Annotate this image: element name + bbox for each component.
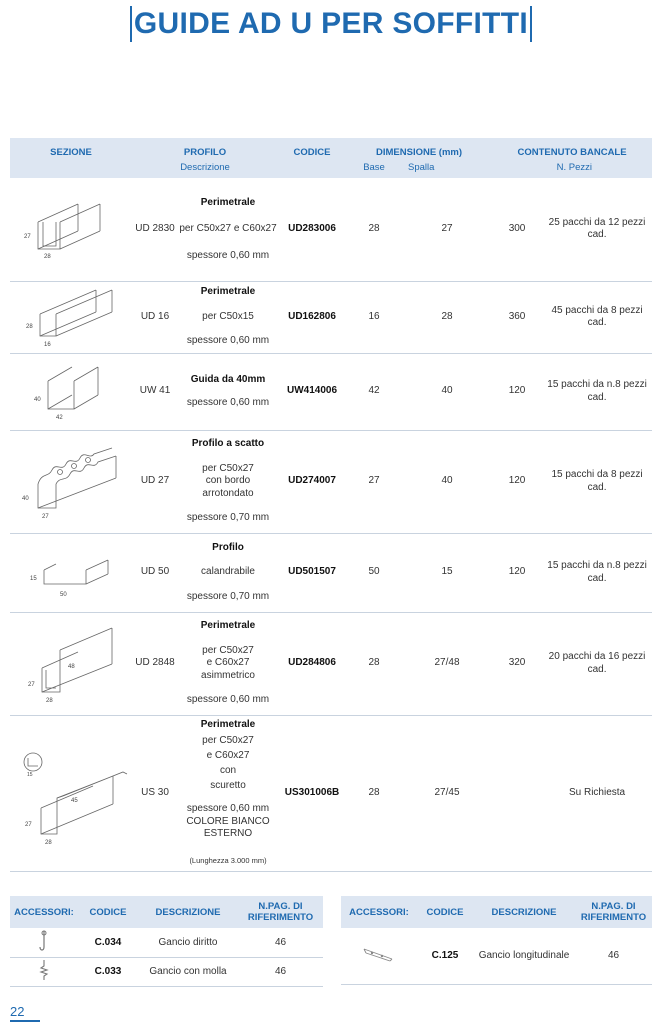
acc-col-desc: DESCRIZIONE <box>138 896 238 928</box>
base-cell: 28 <box>346 178 402 281</box>
profile-sketch <box>10 430 132 533</box>
desc-cell <box>178 281 278 353</box>
profilo-cell: UD 2830 <box>132 178 178 281</box>
spalla-cell: 28 <box>402 281 492 353</box>
acc-code: C.034 <box>78 928 138 957</box>
dim-label: 42 <box>56 414 63 421</box>
pack-cell: 45 pacchi da 8 pezzi cad. <box>542 281 652 353</box>
desc-thickness: spessore 0,60 mm <box>186 335 270 347</box>
pack-cell: Su Richiesta <box>542 715 652 871</box>
pezzi-cell: 320 <box>492 612 542 715</box>
col-contenuto: CONTENUTO BANCALE <box>492 138 652 160</box>
acc-col-code: CODICE <box>417 896 473 928</box>
col-base: Base <box>346 160 402 178</box>
pezzi-cell: 300 <box>492 178 542 281</box>
desc-text: per C50x27 e C60x27 <box>179 223 277 234</box>
desc-text: per C50x27 con bordo arrotondato <box>202 462 254 499</box>
table-row <box>10 430 652 533</box>
dim-label: 16 <box>44 342 51 348</box>
page-number: 22 <box>10 1004 25 1019</box>
acc-col-acc: ACCESSORI: <box>10 896 78 928</box>
col-spalla: Spalla <box>402 160 492 178</box>
dim-label: 27 <box>42 513 49 520</box>
base-cell: 28 <box>346 612 402 715</box>
dim-label: 28 <box>26 324 33 330</box>
spring-hook-icon <box>10 957 78 986</box>
dim-label: 28 <box>46 697 53 704</box>
length-note: (Lunghezza 3.000 mm) <box>189 855 267 865</box>
header-row-2 <box>10 160 652 178</box>
col-codice: CODICE <box>278 138 346 160</box>
acc-page: 46 <box>238 928 323 957</box>
profilo-cell: UD 27 <box>132 430 178 533</box>
acc-desc: Gancio diritto <box>138 928 238 957</box>
pezzi-cell: 120 <box>492 430 542 533</box>
dim-label: 15 <box>30 575 37 582</box>
code-cell: UD283006 <box>278 178 346 281</box>
desc-title: Perimetrale <box>200 718 256 730</box>
pack-cell: 25 pacchi da 12 pezzi cad. <box>542 178 652 281</box>
desc-title: Perimetrale <box>200 620 256 632</box>
accessories-table-right <box>341 896 652 985</box>
desc-thickness: spessore 0,60 mm <box>186 694 270 706</box>
code-cell: US301006B <box>278 715 346 871</box>
pack-cell: 15 pacchi da n.8 pezzi cad. <box>542 533 652 612</box>
dim-label: 28 <box>45 840 52 846</box>
table-row <box>10 612 652 715</box>
pezzi-cell <box>492 715 542 871</box>
desc-cell <box>178 178 278 281</box>
acc-header-row <box>10 896 323 928</box>
base-cell: 27 <box>346 430 402 533</box>
table-row <box>10 178 652 281</box>
col-profilo: PROFILO <box>132 138 278 160</box>
desc-title: Perimetrale <box>200 286 256 298</box>
acc-col-desc: DESCRIZIONE <box>473 896 575 928</box>
desc-thickness: spessore 0,60 mm <box>186 396 270 408</box>
accessories-table-left <box>10 896 323 987</box>
acc-desc: Gancio longitudinale <box>473 928 575 984</box>
desc-text: per C50x27 e C60x27 con scuretto <box>202 735 254 792</box>
profile-sketch <box>10 715 132 871</box>
table-row <box>10 928 323 957</box>
dim-label: 28 <box>44 254 51 261</box>
products-table <box>10 138 652 872</box>
profilo-cell: US 30 <box>132 715 178 871</box>
pezzi-cell: 120 <box>492 533 542 612</box>
profile-sketch <box>10 281 132 353</box>
spalla-cell: 27 <box>402 178 492 281</box>
desc-cell <box>178 430 278 533</box>
header-row-1 <box>10 138 652 160</box>
profile-sketch <box>10 178 132 281</box>
col-descrizione: Descrizione <box>132 160 278 178</box>
code-cell: UD274007 <box>278 430 346 533</box>
dim-label: 40 <box>22 495 29 502</box>
dim-label: 40 <box>34 396 41 403</box>
profilo-cell: UD 50 <box>132 533 178 612</box>
acc-page: 46 <box>238 957 323 986</box>
asym-profile-icon <box>16 624 126 704</box>
desc-thickness: spessore 0,70 mm <box>186 512 270 524</box>
profilo-cell: UD 2848 <box>132 612 178 715</box>
desc-title: Perimetrale <box>200 196 256 208</box>
title-frame <box>130 6 532 42</box>
profile-sketch <box>10 612 132 715</box>
page-title: GUIDE AD U PER SOFFITTI <box>133 7 529 40</box>
acc-code: C.033 <box>78 957 138 986</box>
base-cell: 50 <box>346 533 402 612</box>
dim-label: 27 <box>24 234 31 241</box>
base-cell: 16 <box>346 281 402 353</box>
col-sezione: SEZIONE <box>10 138 132 160</box>
acc-header-row <box>341 896 652 928</box>
acc-col-page: N.PAG. DI RIFERIMENTO <box>575 896 652 928</box>
desc-title: Profilo a scatto <box>191 438 265 450</box>
dim-label: 27 <box>25 822 32 828</box>
code-cell: UD162806 <box>278 281 346 353</box>
desc-thickness: spessore 0,60 mm COLORE BIANCO ESTERNO <box>186 803 270 840</box>
longitudinal-hook-icon <box>341 928 417 984</box>
page-number-underline <box>10 1020 40 1022</box>
profilo-cell: UW 41 <box>132 353 178 430</box>
dim-label: 15 <box>27 772 33 778</box>
ud-profile-icon <box>16 194 126 264</box>
pezzi-cell: 360 <box>492 281 542 353</box>
base-cell: 42 <box>346 353 402 430</box>
col-dimensione: DIMENSIONE (mm) <box>346 138 492 160</box>
dim-label: 50 <box>60 591 67 598</box>
desc-cell <box>178 533 278 612</box>
table-row <box>10 281 652 353</box>
acc-col-code: CODICE <box>78 896 138 928</box>
ud-profile-icon <box>16 284 126 350</box>
code-cell: UW414006 <box>278 353 346 430</box>
dim-label: 48 <box>68 663 75 670</box>
desc-text: per C50x27 e C60x27 asimmetrico <box>201 644 255 681</box>
table-row <box>10 957 323 986</box>
hook-icon <box>10 928 78 957</box>
spalla-cell: 40 <box>402 430 492 533</box>
desc-cell <box>178 715 278 871</box>
spalla-cell: 27/48 <box>402 612 492 715</box>
acc-desc: Gancio con molla <box>138 957 238 986</box>
uw-profile-icon <box>16 359 126 425</box>
desc-cell <box>178 612 278 715</box>
desc-title: Guida da 40mm <box>190 374 266 385</box>
col-pezzi: N. Pezzi <box>492 160 652 178</box>
scuretto-profile-icon <box>13 738 129 848</box>
profile-sketch <box>10 353 132 430</box>
code-cell: UD501507 <box>278 533 346 612</box>
spalla-cell: 40 <box>402 353 492 430</box>
ud50-profile-icon <box>16 540 126 606</box>
pack-cell: 20 pacchi da 16 pezzi cad. <box>542 612 652 715</box>
profile-sketch <box>10 533 132 612</box>
dim-label: 45 <box>71 798 78 804</box>
snap-profile-icon <box>16 442 126 522</box>
pezzi-cell: 120 <box>492 353 542 430</box>
profilo-cell: UD 16 <box>132 281 178 353</box>
desc-thickness: spessore 0,60 mm <box>186 249 270 261</box>
table-row <box>10 533 652 612</box>
dim-label: 27 <box>28 681 35 688</box>
desc-cell <box>178 353 278 430</box>
desc-text: calandrabile <box>201 566 255 578</box>
code-cell: UD284806 <box>278 612 346 715</box>
table-row <box>10 715 652 871</box>
acc-page: 46 <box>575 928 652 984</box>
desc-thickness: spessore 0,70 mm <box>186 590 270 602</box>
pack-cell: 15 pacchi da 8 pezzi cad. <box>542 430 652 533</box>
spalla-cell: 15 <box>402 533 492 612</box>
table-row <box>341 928 652 984</box>
acc-code: C.125 <box>417 928 473 984</box>
spalla-cell: 27/45 <box>402 715 492 871</box>
desc-text: per C50x15 <box>202 310 254 322</box>
table-row <box>10 353 652 430</box>
acc-col-acc: ACCESSORI: <box>341 896 417 928</box>
desc-title: Profilo <box>212 541 244 553</box>
base-cell: 28 <box>346 715 402 871</box>
pack-cell: 15 pacchi da n.8 pezzi cad. <box>542 353 652 430</box>
acc-col-page: N.PAG. DI RIFERIMENTO <box>238 896 323 928</box>
